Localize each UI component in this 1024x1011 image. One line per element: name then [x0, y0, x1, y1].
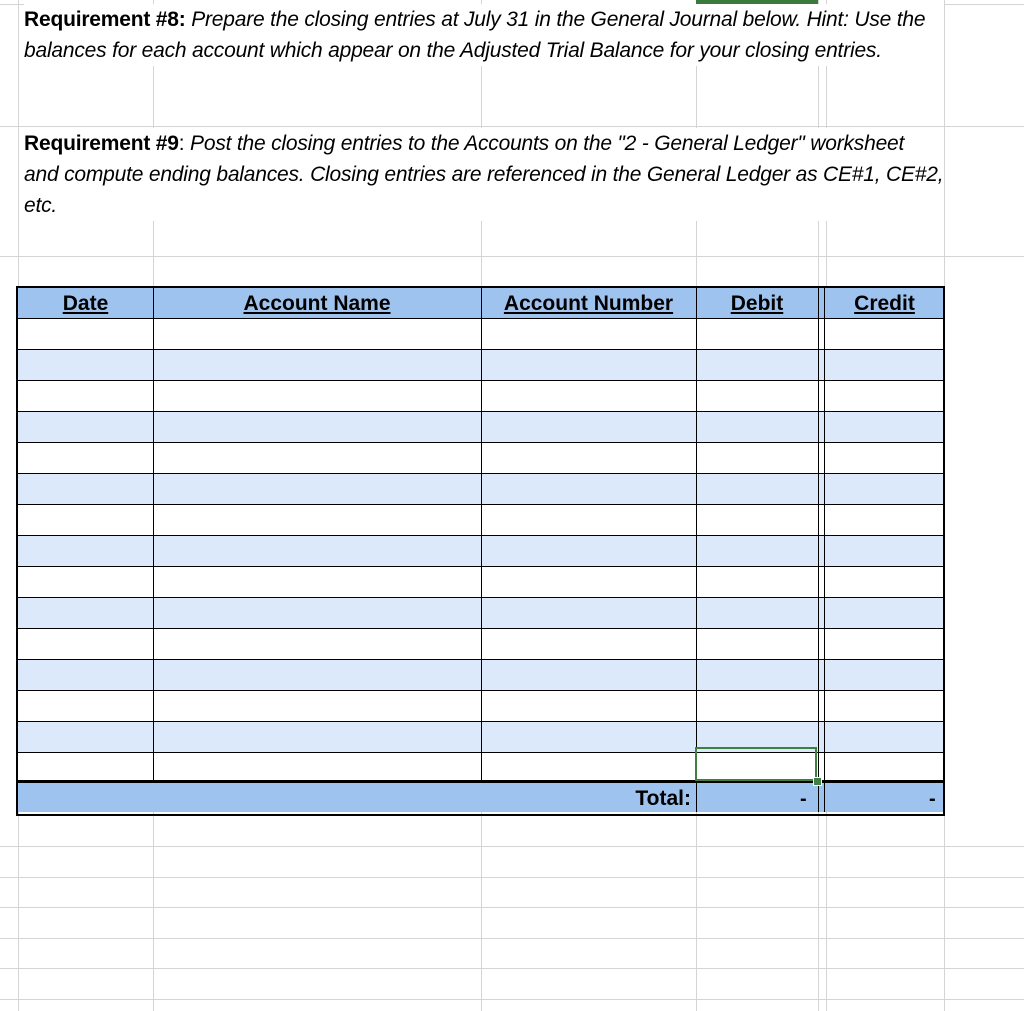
requirement-8-text: [24, 4, 944, 66]
requirement-9-label: Requirement #9: [24, 132, 179, 155]
header-account-number: Account Number: [503, 292, 674, 315]
fill-handle[interactable]: [813, 777, 822, 786]
total-label: Total:: [635, 787, 691, 810]
credit-total[interactable]: -: [929, 788, 936, 810]
requirement-8-body: Prepare the closing entries at July 31 in the General Journal below. Hint: Use the balances for each account which appear on the Adjusted Trial Balance for your closing entries.: [24, 8, 926, 62]
requirement-9-body: Post the closing entries to the Accounts on the "2 - General Ledger" worksheet and compute ending balances. Closing entries are referenced in the General Ledger as CE#1, CE#2, etc.: [24, 132, 944, 217]
header-credit: Credit: [854, 292, 915, 315]
debit-total[interactable]: -: [800, 788, 807, 810]
active-cell-selection[interactable]: [695, 747, 817, 781]
header-debit: Debit: [730, 292, 784, 315]
header-account-name: Account Name: [243, 292, 391, 315]
requirement-9-text: [24, 128, 944, 221]
requirement-9-colon: :: [178, 132, 185, 155]
header-date: Date: [62, 292, 109, 315]
journal-border: [16, 286, 945, 816]
requirement-8-label: Requirement #8:: [24, 8, 186, 31]
general-journal-table: [16, 286, 945, 816]
